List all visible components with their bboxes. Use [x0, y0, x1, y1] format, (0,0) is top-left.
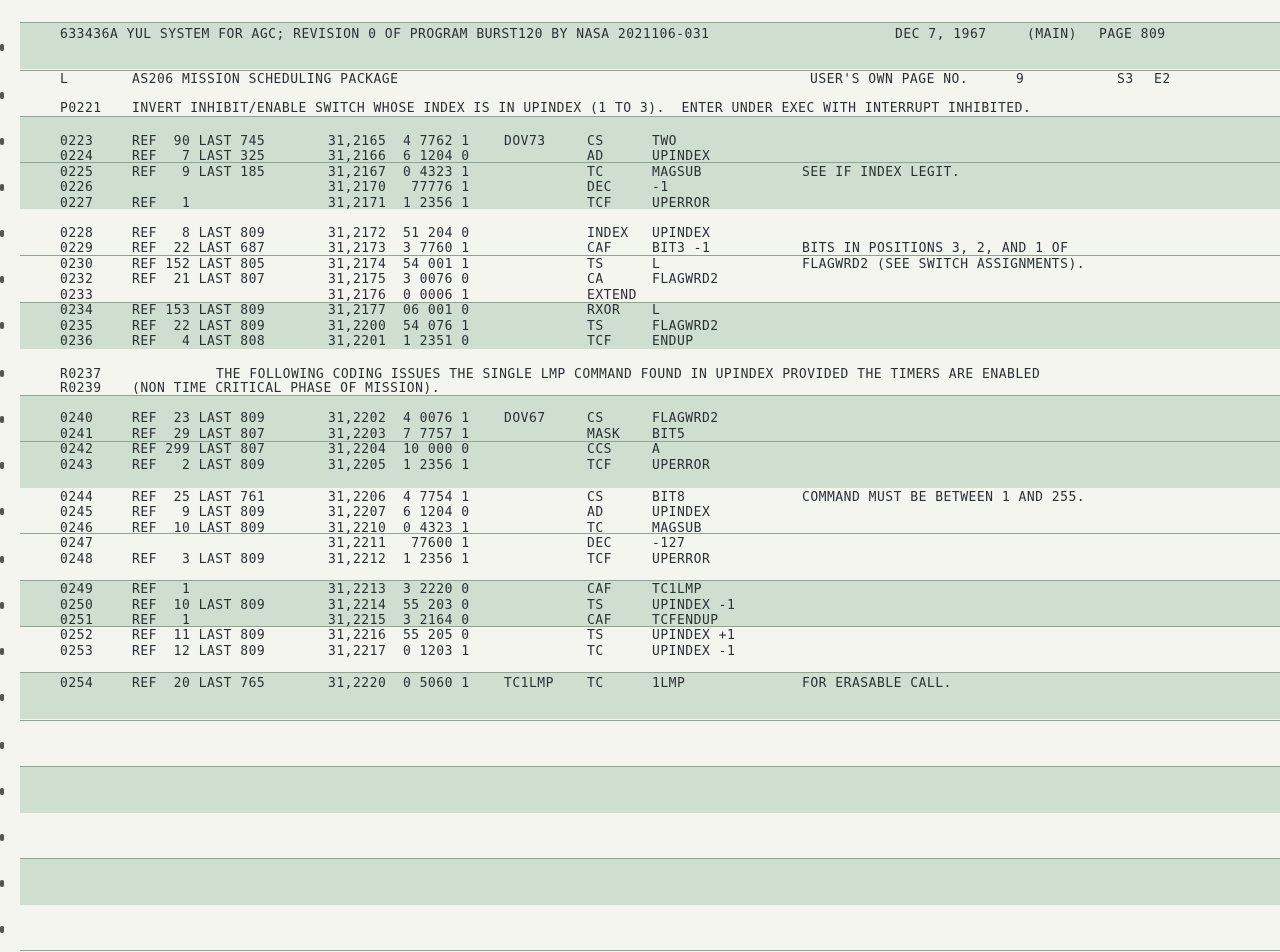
row-ref: REF 22 LAST 687	[132, 241, 266, 256]
feed-hole	[0, 138, 4, 145]
row-cmt: FOR ERASABLE CALL.	[802, 676, 952, 691]
row-label: DOV67	[504, 411, 546, 426]
row-op: TC	[587, 676, 604, 691]
row-arg: TCFENDUP	[652, 613, 719, 628]
paper-band	[20, 858, 1280, 905]
row-op: RXOR	[587, 303, 621, 318]
row-ref: REF 2 LAST 809	[132, 458, 266, 473]
row-addr: 31,2214 55 203 0	[328, 598, 470, 613]
row-arg: FLAGWRD2	[652, 319, 719, 334]
feed-hole	[0, 322, 4, 329]
feed-hole	[0, 370, 4, 377]
row-op: TC	[587, 165, 604, 180]
row-arg: UPERROR	[652, 458, 711, 473]
feed-hole	[0, 230, 4, 237]
row-arg: UPINDEX -1	[652, 598, 736, 613]
row-n: 0229	[60, 241, 94, 256]
row-ref: REF 8 LAST 809	[132, 226, 266, 241]
row-arg: A	[652, 442, 661, 457]
row-n: 0232	[60, 272, 94, 287]
row-ref: REF 22 LAST 809	[132, 319, 266, 334]
paper-rule	[20, 626, 1280, 627]
row-n: 0225	[60, 165, 94, 180]
row-op: CCS	[587, 442, 612, 457]
row-addr: 31,2220 0 5060 1	[328, 676, 470, 691]
feed-hole	[0, 880, 4, 887]
row-arg: L	[652, 257, 661, 272]
user-page-number: 9	[1016, 72, 1025, 87]
row-op: CS	[587, 490, 604, 505]
log-section-tag: L	[60, 72, 69, 87]
row-n: 0236	[60, 334, 94, 349]
row-arg: BIT8	[652, 490, 686, 505]
row-op: INDEX	[587, 226, 629, 241]
s3-code: S3	[1117, 72, 1134, 87]
row-addr: 31,2207 6 1204 0	[328, 505, 470, 520]
row-addr: 31,2201 1 2351 0	[328, 334, 470, 349]
row-addr: 31,2170 77776 1	[328, 180, 470, 195]
row-arg: UPINDEX	[652, 226, 711, 241]
row-addr: 31,2166 6 1204 0	[328, 149, 470, 164]
row-n: 0224	[60, 149, 94, 164]
row-arg: MAGSUB	[652, 521, 702, 536]
log-section-name: AS206 MISSION SCHEDULING PACKAGE	[132, 72, 399, 87]
row-op: CAF	[587, 241, 612, 256]
row-addr: 31,2171 1 2356 1	[328, 196, 470, 211]
feed-hole	[0, 788, 4, 795]
row-n: 0246	[60, 521, 94, 536]
row-op: CS	[587, 411, 604, 426]
row-op: TS	[587, 628, 604, 643]
note-text: (NON TIME CRITICAL PHASE OF MISSION).	[132, 381, 441, 396]
row-op: TC	[587, 644, 604, 659]
note-number: P0221	[60, 101, 102, 116]
feed-hole	[0, 508, 4, 515]
row-op: CAF	[587, 582, 612, 597]
listing-page: PAGE 809	[1099, 27, 1166, 42]
row-ref: REF 1	[132, 196, 191, 211]
row-arg: -127	[652, 536, 686, 551]
row-label: TC1LMP	[504, 676, 554, 691]
row-addr: 31,2173 3 7760 1	[328, 241, 470, 256]
row-addr: 31,2200 54 076 1	[328, 319, 470, 334]
row-cmt: FLAGWRD2 (SEE SWITCH ASSIGNMENTS).	[802, 257, 1086, 272]
row-addr: 31,2175 3 0076 0	[328, 272, 470, 287]
feed-hole	[0, 44, 4, 51]
row-arg: UPINDEX	[652, 149, 711, 164]
paper-band	[20, 766, 1280, 813]
row-addr: 31,2172 51 204 0	[328, 226, 470, 241]
row-ref: REF 9 LAST 185	[132, 165, 266, 180]
row-ref: REF 23 LAST 809	[132, 411, 266, 426]
row-ref: REF 10 LAST 809	[132, 598, 266, 613]
feed-hole	[0, 694, 4, 701]
paper-rule	[20, 720, 1280, 721]
listing-date: DEC 7, 1967	[895, 27, 987, 42]
row-n: 0234	[60, 303, 94, 318]
row-arg: FLAGWRD2	[652, 411, 719, 426]
feed-hole	[0, 462, 4, 469]
row-n: 0252	[60, 628, 94, 643]
row-cmt: BITS IN POSITIONS 3, 2, AND 1 OF	[802, 241, 1069, 256]
row-cmt: COMMAND MUST BE BETWEEN 1 AND 255.	[802, 490, 1086, 505]
row-addr: 31,2177 06 001 0	[328, 303, 470, 318]
row-arg: TC1LMP	[652, 582, 702, 597]
feed-hole	[0, 416, 4, 423]
row-op: AD	[587, 149, 604, 164]
row-n: 0244	[60, 490, 94, 505]
row-n: 0235	[60, 319, 94, 334]
row-op: TCF	[587, 334, 612, 349]
row-addr: 31,2210 0 4323 1	[328, 521, 470, 536]
row-addr: 31,2202 4 0076 1	[328, 411, 470, 426]
row-op: TS	[587, 319, 604, 334]
row-ref: REF 1	[132, 582, 191, 597]
row-arg: MAGSUB	[652, 165, 702, 180]
row-op: TS	[587, 257, 604, 272]
row-n: 0242	[60, 442, 94, 457]
row-ref: REF 11 LAST 809	[132, 628, 266, 643]
note-text: THE FOLLOWING CODING ISSUES THE SINGLE LMP COMMAND FOUND IN UPINDEX PROVIDED THE TIMERS ARE ENABLED	[216, 367, 1041, 382]
feed-hole	[0, 184, 4, 191]
row-ref: REF 12 LAST 809	[132, 644, 266, 659]
row-addr: 31,2215 3 2164 0	[328, 613, 470, 628]
row-arg: L	[652, 303, 661, 318]
row-ref: REF 299 LAST 807	[132, 442, 266, 457]
row-addr: 31,2176 0 0006 1	[328, 288, 470, 303]
row-op: DEC	[587, 536, 612, 551]
row-ref: REF 7 LAST 325	[132, 149, 266, 164]
row-ref: REF 20 LAST 765	[132, 676, 266, 691]
row-op: TCF	[587, 196, 612, 211]
row-addr: 31,2217 0 1203 1	[328, 644, 470, 659]
row-addr: 31,2213 3 2220 0	[328, 582, 470, 597]
row-op: TC	[587, 521, 604, 536]
row-addr: 31,2206 4 7754 1	[328, 490, 470, 505]
row-ref: REF 9 LAST 809	[132, 505, 266, 520]
row-ref: REF 25 LAST 761	[132, 490, 266, 505]
row-ref: REF 152 LAST 805	[132, 257, 266, 272]
row-op: CAF	[587, 613, 612, 628]
user-page-label: USER'S OWN PAGE NO.	[810, 72, 969, 87]
row-addr: 31,2211 77600 1	[328, 536, 470, 551]
row-label: DOV73	[504, 134, 546, 149]
row-arg: UPINDEX -1	[652, 644, 736, 659]
row-arg: UPERROR	[652, 552, 711, 567]
row-op: TCF	[587, 552, 612, 567]
row-n: 0233	[60, 288, 94, 303]
row-op: DEC	[587, 180, 612, 195]
row-ref: REF 153 LAST 809	[132, 303, 266, 318]
row-n: 0247	[60, 536, 94, 551]
row-addr: 31,2203 7 7757 1	[328, 427, 470, 442]
paper-rule	[20, 70, 1280, 71]
row-ref: REF 3 LAST 809	[132, 552, 266, 567]
row-ref: REF 10 LAST 809	[132, 521, 266, 536]
row-arg: UPINDEX	[652, 505, 711, 520]
row-op: TCF	[587, 458, 612, 473]
row-n: 0241	[60, 427, 94, 442]
row-n: 0230	[60, 257, 94, 272]
note-number: R0237	[60, 367, 102, 382]
feed-hole	[0, 556, 4, 563]
feed-hole	[0, 276, 4, 283]
row-ref: REF 29 LAST 807	[132, 427, 266, 442]
row-op: AD	[587, 505, 604, 520]
note-text: INVERT INHIBIT/ENABLE SWITCH WHOSE INDEX IS IN UPINDEX (1 TO 3). ENTER UNDER EXEC WITH INTERRUPT INHIBITED.	[132, 101, 1032, 116]
row-arg: FLAGWRD2	[652, 272, 719, 287]
row-addr: 31,2212 1 2356 1	[328, 552, 470, 567]
feed-hole	[0, 92, 4, 99]
row-ref: REF 90 LAST 745	[132, 134, 266, 149]
row-arg: -1	[652, 180, 669, 195]
feed-hole	[0, 926, 4, 933]
row-n: 0223	[60, 134, 94, 149]
row-op: CS	[587, 134, 604, 149]
row-op: MASK	[587, 427, 621, 442]
note-number: R0239	[60, 381, 102, 396]
row-arg: UPINDEX +1	[652, 628, 736, 643]
row-addr: 31,2167 0 4323 1	[328, 165, 470, 180]
row-addr: 31,2216 55 205 0	[328, 628, 470, 643]
row-n: 0254	[60, 676, 94, 691]
row-cmt: SEE IF INDEX LEGIT.	[802, 165, 961, 180]
row-arg: BIT3 -1	[652, 241, 711, 256]
row-ref: REF 1	[132, 613, 191, 628]
row-n: 0249	[60, 582, 94, 597]
row-arg: UPERROR	[652, 196, 711, 211]
feed-hole	[0, 602, 4, 609]
row-arg: 1LMP	[652, 676, 686, 691]
feed-hole	[0, 648, 4, 655]
listing-main: (MAIN)	[1027, 27, 1077, 42]
feed-hole	[0, 742, 4, 749]
row-n: 0248	[60, 552, 94, 567]
row-arg: TWO	[652, 134, 677, 149]
row-op: CA	[587, 272, 604, 287]
row-op: TS	[587, 598, 604, 613]
e2-code: E2	[1154, 72, 1171, 87]
listing-title: 633436A YUL SYSTEM FOR AGC; REVISION 0 OF PROGRAM BURST120 BY NASA 2021106-031	[60, 27, 710, 42]
row-addr: 31,2174 54 001 1	[328, 257, 470, 272]
row-op: EXTEND	[587, 288, 637, 303]
row-ref: REF 4 LAST 808	[132, 334, 266, 349]
row-n: 0243	[60, 458, 94, 473]
row-n: 0245	[60, 505, 94, 520]
row-n: 0253	[60, 644, 94, 659]
row-n: 0227	[60, 196, 94, 211]
row-n: 0251	[60, 613, 94, 628]
feed-hole	[0, 834, 4, 841]
row-arg: BIT5	[652, 427, 686, 442]
row-ref: REF 21 LAST 807	[132, 272, 266, 287]
row-addr: 31,2205 1 2356 1	[328, 458, 470, 473]
row-addr: 31,2204 10 000 0	[328, 442, 470, 457]
paper-rule	[20, 950, 1280, 951]
row-n: 0228	[60, 226, 94, 241]
row-n: 0226	[60, 180, 94, 195]
row-addr: 31,2165 4 7762 1	[328, 134, 470, 149]
row-n: 0240	[60, 411, 94, 426]
row-arg: ENDUP	[652, 334, 694, 349]
row-n: 0250	[60, 598, 94, 613]
